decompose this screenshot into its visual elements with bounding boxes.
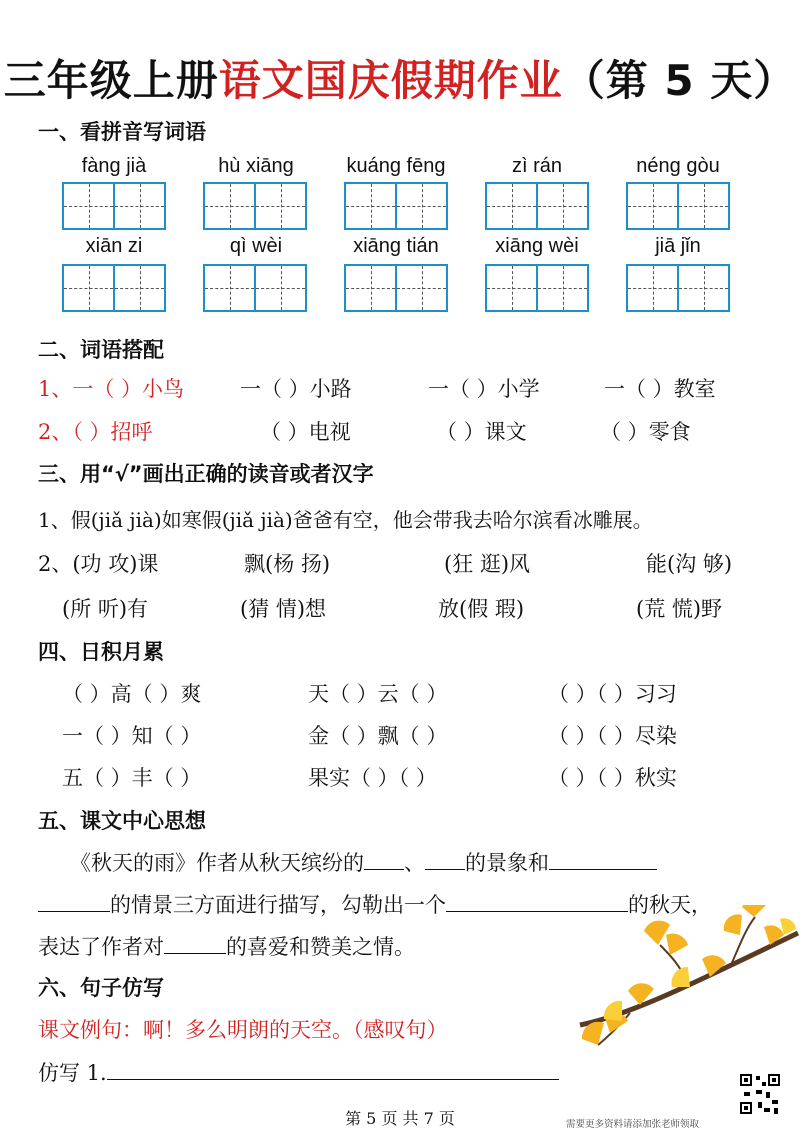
- writing-grid[interactable]: [62, 182, 166, 230]
- collocation-item[interactable]: （ ）电视: [260, 420, 351, 444]
- imitation-answer-blank[interactable]: [107, 1059, 559, 1080]
- choose-option[interactable]: (所 听)有: [62, 597, 149, 621]
- section-heading-pinyin: 一、看拼音写词语: [38, 120, 206, 144]
- collocation-item[interactable]: 一（ ）小学: [428, 377, 540, 401]
- collocation-item[interactable]: （ ）零食: [600, 420, 691, 444]
- collocation-example: 2、（ ）招呼: [38, 420, 153, 444]
- pinyin-label: jiā jǐn: [655, 235, 701, 257]
- answer-blank[interactable]: [38, 891, 110, 912]
- writing-grid[interactable]: [626, 182, 730, 230]
- choose-option[interactable]: (荒 慌)野: [636, 597, 723, 621]
- idiom-blank[interactable]: 天（ ）云（ ）: [308, 682, 448, 706]
- central-idea-line-2: 的情景三方面进行描写，勾勒出一个 的秋天，: [38, 889, 712, 919]
- example-sentence: 课文例句：啊！多么明朗的天空。（感叹句）: [38, 1018, 448, 1042]
- writing-grid[interactable]: [485, 182, 589, 230]
- pinyin-label: xiāng wèi: [495, 235, 579, 257]
- choose-option[interactable]: 2、(功 攻)课: [38, 552, 159, 576]
- writing-grid[interactable]: [344, 182, 448, 230]
- writing-grid[interactable]: [626, 264, 730, 312]
- pinyin-label: zì rán: [511, 155, 563, 177]
- idiom-blank[interactable]: 金（ ）飘（ ）: [308, 724, 448, 748]
- page-number: 第 5 页 共 7 页: [345, 1109, 455, 1128]
- idiom-blank[interactable]: （ ）（ ）习习: [548, 682, 677, 706]
- pinyin-label: xiān zi: [85, 235, 143, 257]
- answer-blank[interactable]: [164, 933, 226, 954]
- writing-grid[interactable]: [203, 182, 307, 230]
- answer-blank[interactable]: [425, 849, 465, 870]
- central-idea-line-1: 《秋天的雨》作者从秋天缤纷的 、 的景象和: [70, 847, 657, 877]
- choose-option[interactable]: (猜 情)想: [240, 597, 327, 621]
- pinyin-label: hù xiāng: [218, 155, 294, 177]
- idiom-blank[interactable]: （ ）（ ）尽染: [548, 724, 677, 748]
- section-heading-central-idea: 五、课文中心思想: [38, 809, 206, 833]
- pinyin-label: néng gòu: [636, 155, 720, 177]
- pinyin-label: qì wèi: [229, 235, 283, 257]
- choose-option[interactable]: (狂 逛)风: [444, 552, 531, 576]
- writing-grid[interactable]: [203, 264, 307, 312]
- answer-blank[interactable]: [364, 849, 404, 870]
- choose-option[interactable]: 能(沟 够): [646, 552, 733, 576]
- writing-grid[interactable]: [344, 264, 448, 312]
- section-heading-imitation: 六、句子仿写: [38, 976, 164, 1000]
- ginkgo-branch-illustration: [570, 905, 800, 1055]
- writing-grid[interactable]: [62, 264, 166, 312]
- choose-option[interactable]: 飘(杨 扬): [244, 552, 331, 576]
- collocation-item[interactable]: 一（ ）小路: [240, 377, 352, 401]
- collocation-item[interactable]: 一（ ）教室: [604, 377, 716, 401]
- collocation-item[interactable]: （ ）课文: [436, 420, 527, 444]
- writing-grid[interactable]: [485, 264, 589, 312]
- answer-blank[interactable]: [549, 849, 657, 870]
- pinyin-label: xiāng tián: [353, 235, 439, 257]
- footer-note: 需要更多资料请添加张老师领取: [566, 1119, 700, 1130]
- section-heading-collocation: 二、词语搭配: [38, 338, 164, 362]
- section-heading-choose: 三、用“√”画出正确的读音或者汉字: [38, 462, 374, 486]
- idiom-blank[interactable]: （ ）高（ ）爽: [62, 682, 202, 706]
- idiom-blank[interactable]: 一（ ）知（ ）: [62, 724, 202, 748]
- collocation-example: 1、一（ ）小鸟: [38, 377, 185, 401]
- pinyin-label: fàng jià: [81, 155, 147, 177]
- idiom-blank[interactable]: 果实（ ）（ ）: [308, 766, 437, 790]
- idiom-blank[interactable]: 五（ ）丰（ ）: [62, 766, 202, 790]
- qr-code-icon: [738, 1072, 782, 1116]
- idiom-blank[interactable]: （ ）（ ）秋实: [548, 766, 677, 790]
- central-idea-line-3: 表达了作者对 的喜爱和赞美之情。: [38, 935, 415, 959]
- page-title: 三年级上册语文国庆假期作业（第 5 天）: [3, 56, 797, 105]
- imitation-line: 仿写 1.: [38, 1057, 559, 1087]
- choose-option[interactable]: 放(假 瑕): [438, 597, 525, 621]
- pinyin-label: kuáng fēng: [346, 155, 446, 177]
- choose-question-1[interactable]: 1、假(jiǎ jià)如寒假(jiǎ jià)爸爸有空，他会带我去哈尔滨看冰雕展。: [38, 508, 653, 532]
- section-heading-accumulation: 四、日积月累: [38, 640, 164, 664]
